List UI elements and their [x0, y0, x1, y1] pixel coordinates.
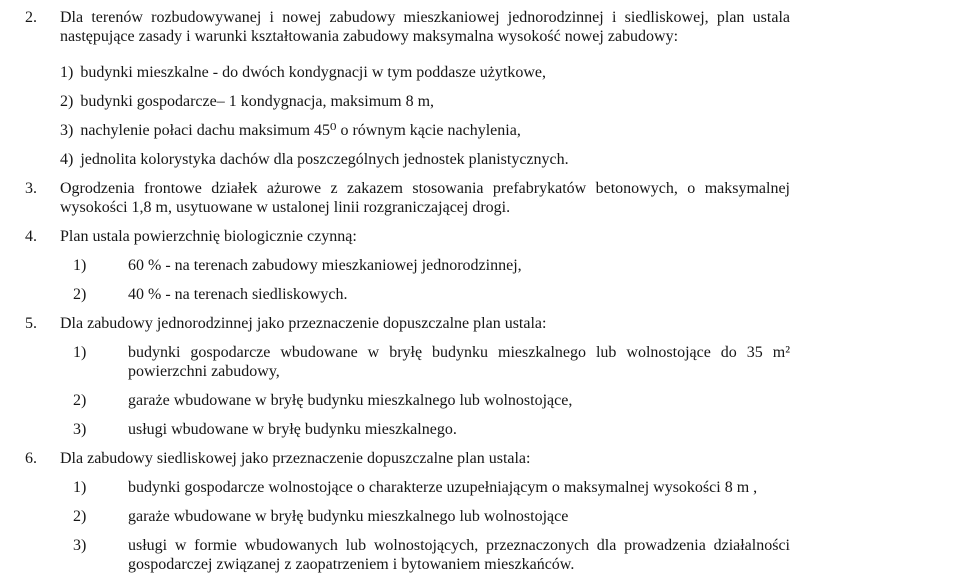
item-number: 3.: [25, 180, 37, 197]
subitem: [73, 343, 790, 381]
list-item-3: [25, 179, 790, 227]
subitem: [60, 150, 790, 169]
subitem-number: 1): [73, 479, 87, 496]
subitem-text: 40 % - na terenach siedliskowych.: [128, 286, 348, 303]
subitem-number: 4): [60, 151, 74, 168]
subitem-number: 1): [60, 64, 74, 81]
list-item-2: [25, 8, 790, 179]
item-body: [60, 449, 790, 584]
subitem: [60, 121, 790, 140]
item-body: [60, 179, 790, 227]
subitem: [60, 92, 790, 111]
subitem-text: jednolita kolorystyka dachów dla poszczególnych jednostek planistycznych.: [80, 151, 569, 168]
item-text: Ogrodzenia frontowe działek ażurowe z zakazem stosowania prefabrykatów betonowych, o maksymalnej wysokości 1,8 m, usytuowane w ustalonej linii rozgraniczającej drogi.: [60, 180, 790, 216]
subitem-number: 3): [73, 421, 87, 438]
item-number: 6.: [25, 450, 37, 467]
subitem-number: 3): [73, 537, 87, 554]
list-item-4: [25, 227, 790, 314]
subitem: [73, 285, 790, 304]
subitem-number: 1): [73, 257, 87, 274]
subitem-text: garaże wbudowane w bryłę budynku mieszkalnego lub wolnostojące: [128, 508, 569, 525]
item-text: Dla zabudowy siedliskowej jako przeznaczenie dopuszczalne plan ustala:: [60, 450, 531, 467]
subitem: [73, 420, 790, 439]
item-number: 5.: [25, 315, 37, 332]
subitem-text: garaże wbudowane w bryłę budynku mieszkalnego lub wolnostojące,: [128, 392, 573, 409]
subitem: [73, 536, 790, 574]
subitem-number: 2): [60, 93, 74, 110]
item-body: [60, 314, 790, 449]
subitem-text: budynki gospodarcze wolnostojące o charakterze uzupełniającym o maksymalnej wysokości 8 m ,: [128, 479, 758, 496]
item-number: 4.: [25, 228, 37, 245]
item-text: Dla terenów rozbudowywanej i nowej zabudowy mieszkaniowej jednorodzinnej i siedliskowej, plan ustala następujące zasady i warunki kształtowania zabudowy maksymalna wysokość nowej zabudowy:: [60, 9, 790, 45]
list-item-6: [25, 449, 790, 584]
subitem-text: 60 % - na terenach zabudowy mieszkaniowej jednorodzinnej,: [128, 257, 522, 274]
item-text: Plan ustala powierzchnię biologicznie czynną:: [60, 228, 357, 245]
subitem: [73, 391, 790, 410]
list-item-5: [25, 314, 790, 449]
subitem-number: 2): [73, 508, 87, 525]
subitem: [73, 507, 790, 526]
subitem-text: nachylenie połaci dachu maksimum 45⁰ o równym kącie nachylenia,: [80, 122, 521, 139]
subitem-text: budynki gospodarcze– 1 kondygnacja, maksimum 8 m,: [80, 93, 435, 110]
item-body: [60, 227, 790, 314]
subitem-number: 2): [73, 286, 87, 303]
subitem-text: usługi w formie wbudowanych lub wolnostojących, przeznaczonych dla prowadzenia działalności gospodarczej związanej z zaopatrzeniem i bytowaniem mieszkańców.: [128, 537, 790, 573]
subitem: [73, 478, 790, 497]
subitem-text: usługi wbudowane w bryłę budynku mieszkalnego.: [128, 421, 457, 438]
subitem: [60, 63, 790, 82]
item-number: 2.: [25, 9, 37, 26]
subitem-text: budynki gospodarcze wbudowane w bryłę budynku mieszkalnego lub wolnostojące do 35 m² powierzchni zabudowy,: [128, 344, 790, 380]
subitem-number: 3): [60, 122, 74, 139]
item-text: Dla zabudowy jednorodzinnej jako przeznaczenie dopuszczalne plan ustala:: [60, 315, 547, 332]
subitem: [73, 256, 790, 275]
item-body: [60, 8, 790, 179]
subitem-number: 2): [73, 392, 87, 409]
subitem-number: 1): [73, 344, 87, 361]
subitem-text: budynki mieszkalne - do dwóch kondygnacji w tym poddasze użytkowe,: [80, 64, 546, 81]
